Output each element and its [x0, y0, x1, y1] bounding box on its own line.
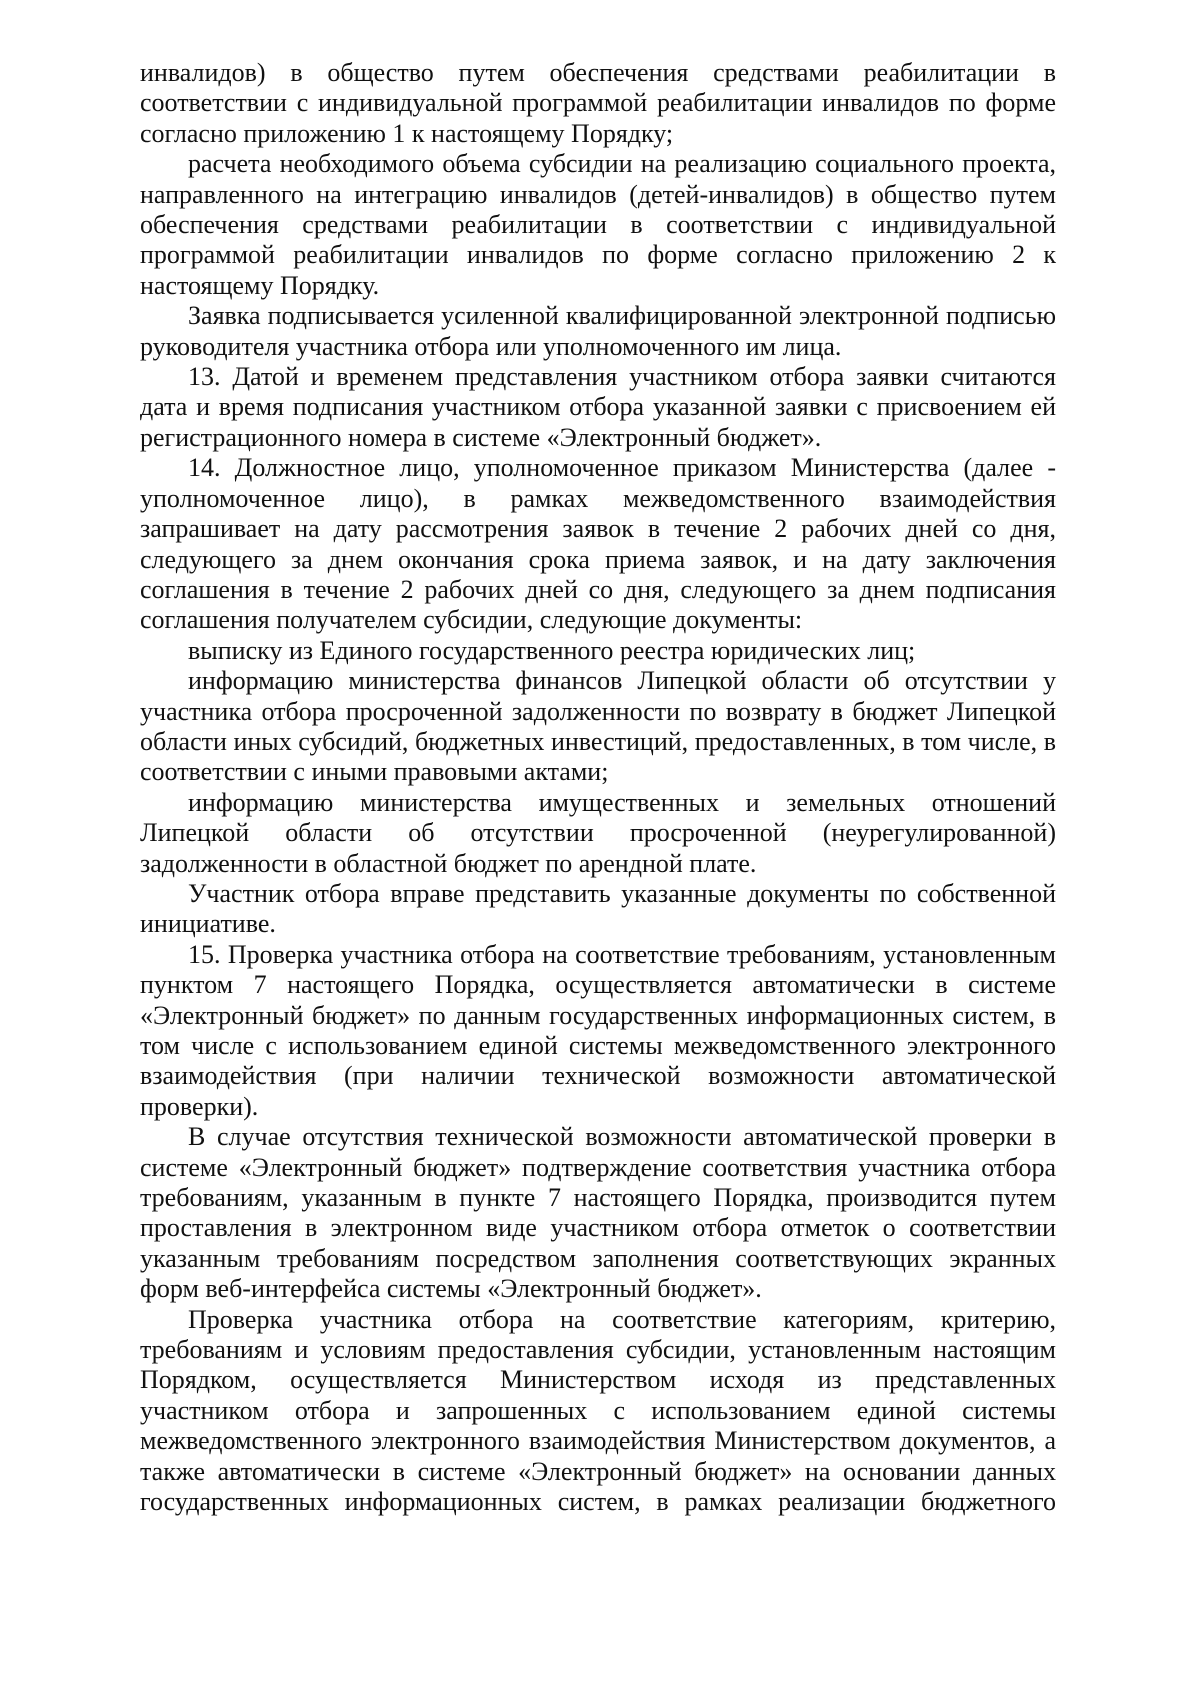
paragraph-14: 14. Должностное лицо, уполномоченное приказом Министерства (далее - уполномоченное лицо), в рамках межведомственного взаимодействия запрашивает на дату рассмотрения заявок в течение 2 рабочих дней со дня, следующего за днем окончания срока приема заявок, и на дату заключения соглашения в течение 2 рабочих дней со дня, следующего за днем подписания соглашения получателем субсидии, следующие документы:: [140, 453, 1056, 635]
paragraph-14-finance-info: информацию министерства финансов Липецкой области об отсутствии у участника отбора просроченной задолженности по возврату в бюджет Липецкой области иных субсидий, бюджетных инвестиций, предоставленных, в том числе, в соответствии с иными правовыми актами;: [140, 666, 1056, 787]
paragraph-14-property-info: информацию министерства имущественных и земельных отношений Липецкой области об отсутствии просроченной (неурегулированной) задолженности в областной бюджет по арендной плате.: [140, 787, 1056, 878]
paragraph-own-initiative: Участник отбора вправе представить указанные документы по собственной инициативе.: [140, 878, 1056, 939]
document-body: [140, 58, 1056, 1518]
paragraph-13: 13. Датой и временем представления участником отбора заявки считаются дата и время подписания участником отбора указанной заявки с присвоением ей регистрационного номера в системе «Электронный бюджет».: [140, 362, 1056, 452]
paragraph-continuation: инвалидов) в общество путем обеспечения средствами реабилитации в соответствии с индивидуальной программой реабилитации инвалидов по форме согласно приложению 1 к настоящему Порядку;: [140, 58, 1056, 148]
paragraph-signature: Заявка подписывается усиленной квалифицированной электронной подписью руководителя участника отбора или уполномоченного им лица.: [140, 301, 1056, 361]
paragraph-14-extract: выписку из Единого государственного реестра юридических лиц;: [188, 635, 916, 665]
paragraph-15-ministry-check: Проверка участника отбора на соответствие категориям, критерию, требованиям и условиям предоставления субсидии, установленным настоящим Порядком, осуществляется Министерством исходя из представленных участником отбора и запрошенных с использованием единой системы межведомственного электронного взаимодействия Министерством документов, а также автоматически в системе «Электронный бюджет» на основании данных государственных информационных систем, в рамках реализации бюджетного: [140, 1304, 1056, 1517]
paragraph-15-manual-check: В случае отсутствия технической возможности автоматической проверки в системе «Электронный бюджет» подтверждение соответствия участника отбора требованиям, указанным в пункте 7 настоящего Порядка, производится путем проставления в электронном виде участником отбора отметок о соответствии указанным требованиям посредством заполнения соответствующих экранных форм веб-интерфейса системы «Электронный бюджет».: [140, 1122, 1056, 1304]
paragraph-calculation-form: расчета необходимого объема субсидии на реализацию социального проекта, направленного на интеграцию инвалидов (детей-инвалидов) в общество путем обеспечения средствами реабилитации в соответствии с индивидуальной программой реабилитации инвалидов по форме согласно приложению 2 к настоящему Порядку.: [140, 149, 1056, 300]
paragraph-15: 15. Проверка участника отбора на соответствие требованиям, установленным пунктом 7 настоящего Порядка, осуществляется автоматически в системе «Электронный бюджет» по данным государственных информационных систем, в том числе с использованием единой системы межведомственного электронного взаимодействия (при наличии технической возможности автоматической проверки).: [140, 939, 1056, 1121]
